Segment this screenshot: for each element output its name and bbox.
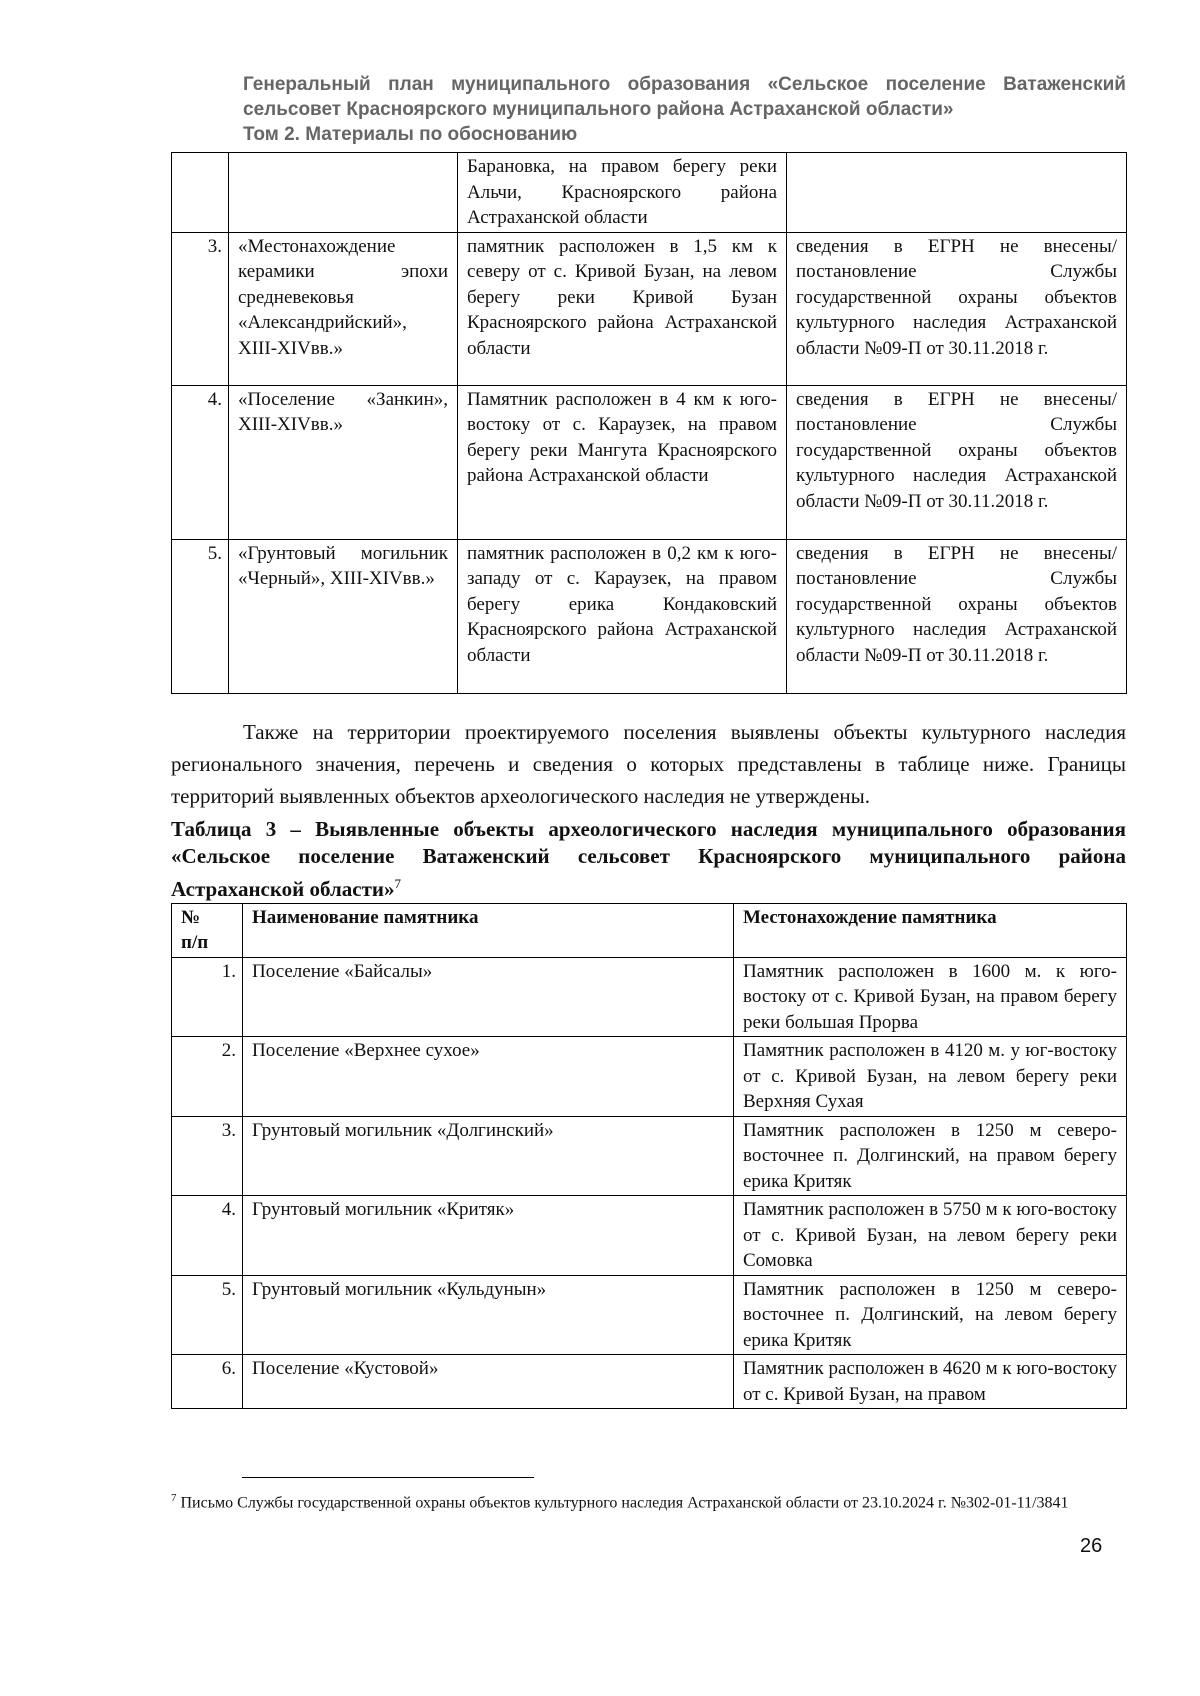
monument-location: Памятник расположен в 5750 м к юго-востоку от с. Кривой Бузан, на левом берегу реки Сомовка bbox=[734, 1196, 1127, 1276]
table-row bbox=[172, 385, 1127, 539]
table-row bbox=[172, 153, 1127, 233]
row-number: 6. bbox=[172, 1355, 243, 1409]
monument-name: Грунтовый могильник «Критяк» bbox=[243, 1196, 734, 1276]
monument-name: Грунтовый могильник «Кульдунын» bbox=[243, 1275, 734, 1355]
col-header-number: № п/п bbox=[172, 903, 243, 957]
row-number bbox=[172, 153, 229, 233]
page-number: 26 bbox=[1080, 1535, 1103, 1557]
monument-location: Барановка, на правом берегу реки Альчи, Красноярского района Астраханской области bbox=[458, 153, 787, 233]
table-row bbox=[172, 1355, 1127, 1409]
caption-text: Таблица 3 – Выявленные объекты археологического наследия муниципального образования «Сельское поселение Ватаженский сельсовет Красноярского муниципального района Астраханской области» bbox=[171, 816, 1126, 901]
monument-location: Памятник расположен в 1250 м северо-восточнее п. Долгинский, на левом берегу ерика Критяк bbox=[734, 1275, 1127, 1355]
row-number: 5. bbox=[172, 1275, 243, 1355]
document-page bbox=[171, 72, 1126, 1409]
running-header bbox=[171, 72, 1126, 147]
monument-name: Поселение «Байсалы» bbox=[243, 957, 734, 1037]
header-volume: Том 2. Материалы по обоснованию bbox=[243, 124, 578, 145]
row-number: 2. bbox=[172, 1037, 243, 1117]
monument-name: «Местонахождение керамики эпохи средневековья «Александрийский», XIII-XIVвв.» bbox=[229, 232, 458, 385]
footnote-number: 7 bbox=[171, 1492, 177, 1504]
table-row bbox=[172, 1275, 1127, 1355]
table-row bbox=[172, 539, 1127, 693]
monument-location: Памятник расположен в 1600 м. к юго-востоку от с. Кривой Бузан, на правом берегу реки большая Прорва bbox=[734, 957, 1127, 1037]
col-header-location: Местонахождение памятника bbox=[734, 903, 1127, 957]
row-number: 3. bbox=[172, 1116, 243, 1196]
body-paragraph: Также на территории проектируемого поселения выявлены объекты культурного наследия регионального значения, перечень и сведения о которых представлены в таблице ниже. Границы территорий выявленных объектов археологического наследия не утверждены. bbox=[171, 719, 1126, 808]
monument-name: «Грунтовый могильник «Черный», XIII-XIVвв.» bbox=[229, 539, 458, 693]
monument-location: памятник расположен в 1,5 км к северу от с. Кривой Бузан, на левом берегу реки Кривой Бузан Красноярского района Астраханской области bbox=[458, 232, 787, 385]
monument-location: Памятник расположен в 4620 м к юго-востоку от с. Кривой Бузан, на правом bbox=[734, 1355, 1127, 1409]
table-row bbox=[172, 232, 1127, 385]
identified-objects-table bbox=[171, 903, 1127, 1410]
header-title: Генеральный план муниципального образования «Сельское поселение Ватаженский сельсовет Красноярского муниципального района Астраханской области» bbox=[243, 74, 1126, 120]
table-row bbox=[172, 1196, 1127, 1276]
table-row bbox=[172, 1116, 1127, 1196]
monument-status bbox=[787, 153, 1127, 233]
table-row bbox=[172, 1037, 1127, 1117]
monument-location: памятник расположен в 0,2 км к юго-западу от с. Караузек, на правом берегу ерика Кондаковский Красноярского района Астраханской области bbox=[458, 539, 787, 693]
monument-location: Памятник расположен в 4 км к юго-востоку от с. Караузек, на правом берегу реки Мангута Красноярского района Астраханской области bbox=[458, 385, 787, 539]
table-header-row bbox=[172, 903, 1127, 957]
footnote bbox=[171, 1488, 1126, 1513]
monument-name: Грунтовый могильник «Долгинский» bbox=[243, 1116, 734, 1196]
monument-name: Поселение «Кустовой» bbox=[243, 1355, 734, 1409]
monument-name bbox=[229, 153, 458, 233]
footnote-text: Письмо Службы государственной охраны объектов культурного наследия Астраханской области от 23.10.2024 г. №302-01-11/3841 bbox=[180, 1494, 1069, 1512]
monument-name: «Поселение «Занкин», XIII-XIVвв.» bbox=[229, 385, 458, 539]
monuments-table-continued bbox=[171, 152, 1127, 694]
monument-location: Памятник расположен в 4120 м. у юг-востоку от с. Кривой Бузан, на левом берегу реки Верхняя Сухая bbox=[734, 1037, 1127, 1117]
monument-status: сведения в ЕГРН не внесены/постановление Службы государственной охраны объектов культурного наследия Астраханской области №09-П от 30.11.2018 г. bbox=[787, 539, 1127, 693]
footnote-ref[interactable]: 7 bbox=[394, 875, 402, 891]
row-number: 5. bbox=[172, 539, 229, 693]
row-number: 4. bbox=[172, 1196, 243, 1276]
monument-status: сведения в ЕГРН не внесены/постановление Службы государственной охраны объектов культурного наследия Астраханской области №09-П от 30.11.2018 г. bbox=[787, 385, 1127, 539]
table-row bbox=[172, 957, 1127, 1037]
row-number: 3. bbox=[172, 232, 229, 385]
row-number: 1. bbox=[172, 957, 243, 1037]
row-number: 4. bbox=[172, 385, 229, 539]
monument-name: Поселение «Верхнее сухое» bbox=[243, 1037, 734, 1117]
col-header-name: Наименование памятника bbox=[243, 903, 734, 957]
table-caption bbox=[171, 816, 1126, 903]
monument-location: Памятник расположен в 1250 м северо-восточнее п. Долгинский, на правом берегу ерика Критяк bbox=[734, 1116, 1127, 1196]
monument-status: сведения в ЕГРН не внесены/постановление Службы государственной охраны объектов культурного наследия Астраханской области №09-П от 30.11.2018 г. bbox=[787, 232, 1127, 385]
footnote-separator bbox=[242, 1477, 534, 1478]
